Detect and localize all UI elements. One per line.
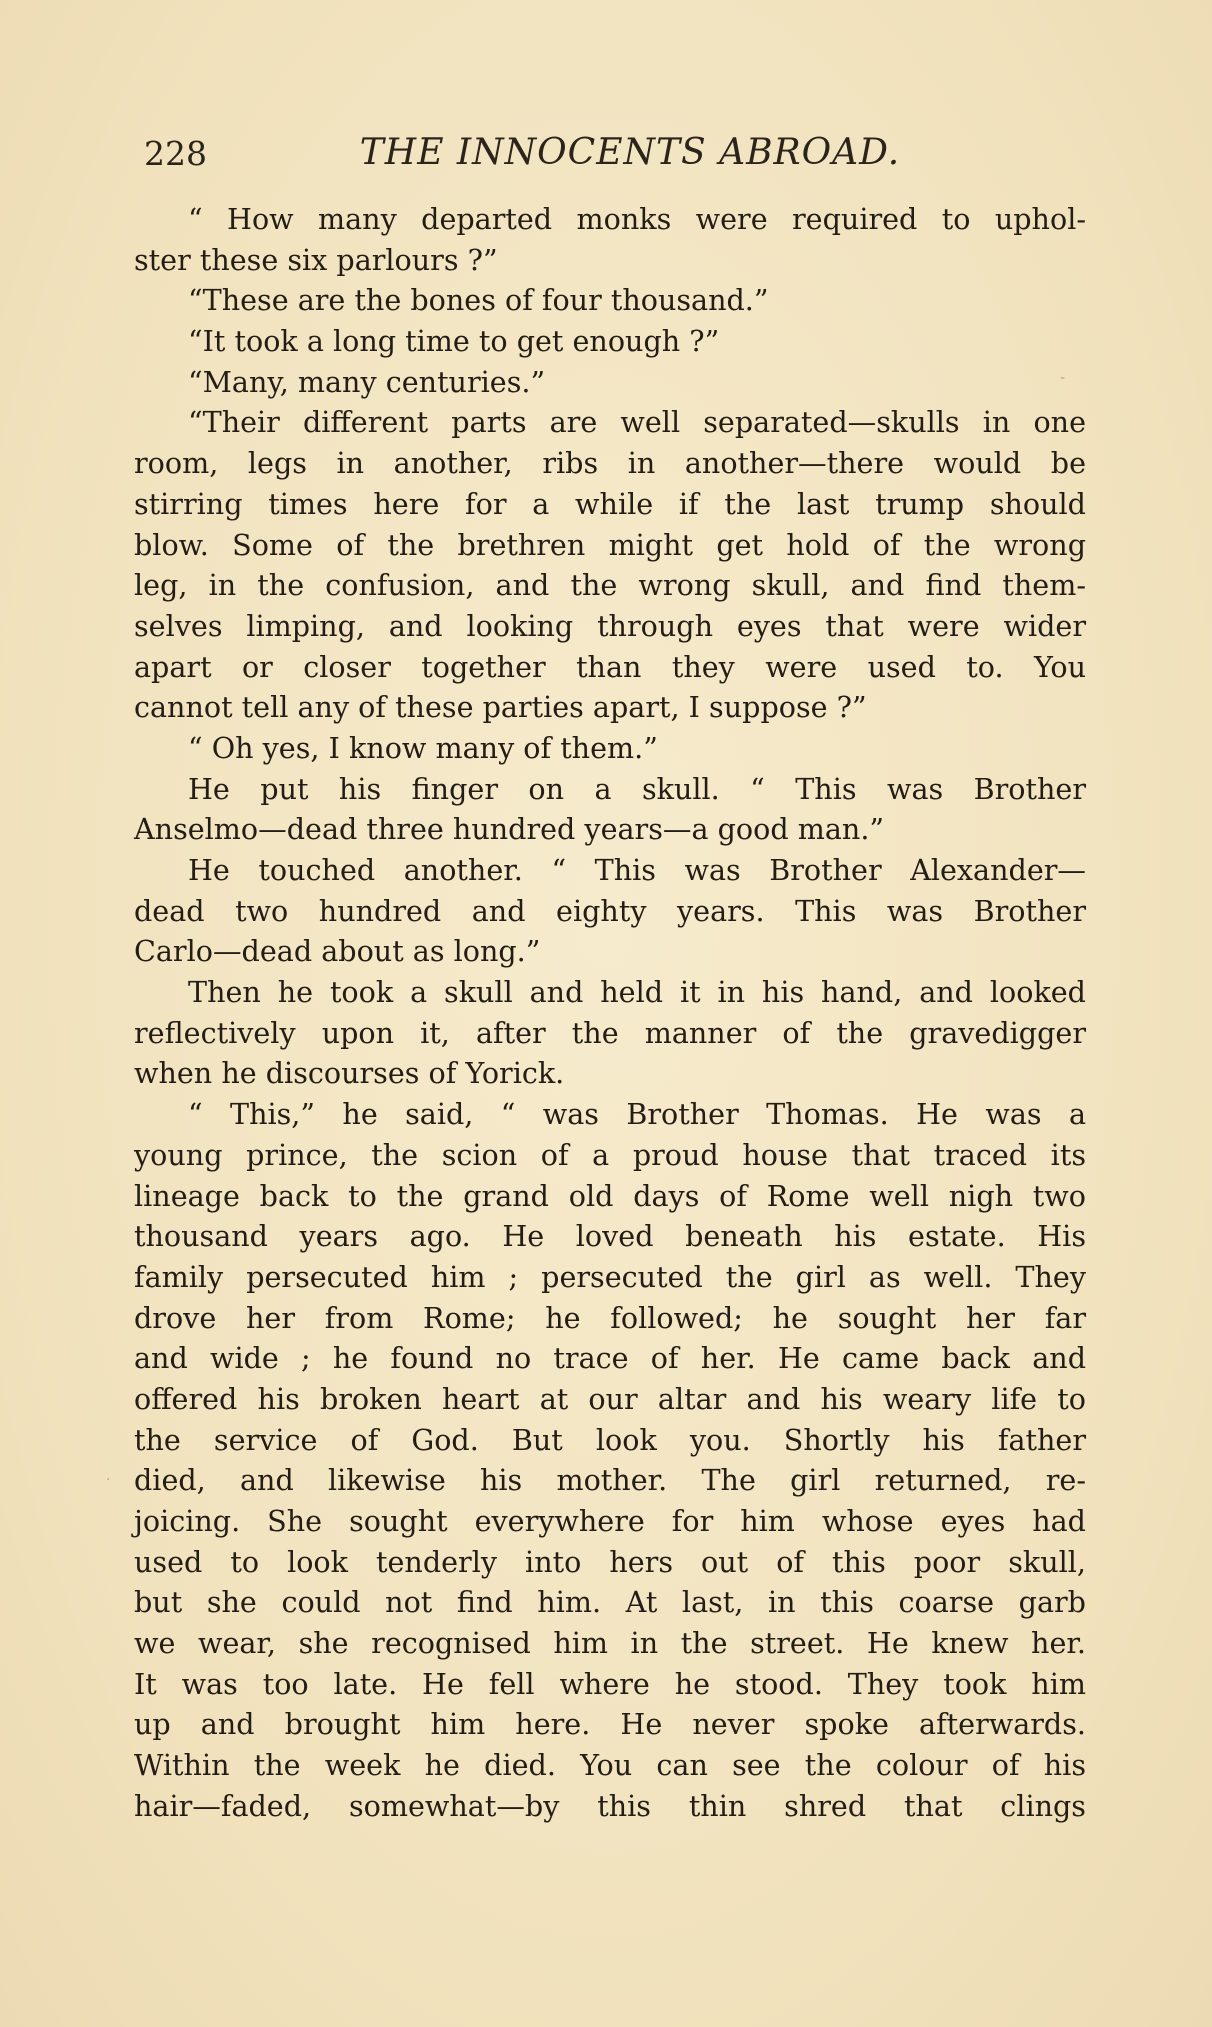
text-line: “These are the bones of four thousand.” xyxy=(188,283,769,318)
text-line: Then he took a skull and held it in his hand, and looked xyxy=(188,975,1086,1010)
text-line: “ Oh yes, I know many of them.” xyxy=(188,730,658,765)
text-line: died, and likewise his mother. The girl returned, re- xyxy=(134,1463,1086,1498)
text-line: Anselmo—dead three hundred years—a good man.” xyxy=(134,812,885,847)
text-line: drove her from Rome; he followed; he sought her far xyxy=(134,1300,1086,1335)
text-line: Carlo—dead about as long.” xyxy=(134,934,541,969)
text-line: but she could not find him. At last, in this coarse garb xyxy=(134,1585,1086,1620)
text-line: Within the week he died. You can see the colour of his xyxy=(134,1748,1086,1783)
body-text xyxy=(134,199,1086,1827)
text-line: “It took a long time to get enough ?” xyxy=(188,324,720,359)
text-line: “Many, many centuries.” xyxy=(188,364,546,399)
text-line: He touched another. “ This was Brother Alexander— xyxy=(188,853,1086,887)
text-line: family persecuted him ; persecuted the girl as well. They xyxy=(134,1259,1086,1294)
text-line: “ This,” he said, “ was Brother Thomas. He was a xyxy=(188,1097,1086,1132)
text-line: selves limping, and looking through eyes that were wider xyxy=(134,608,1086,643)
text-line: joicing. She sought everywhere for him whose eyes had xyxy=(134,1504,1086,1538)
text-line: used to look tenderly into hers out of this poor skull, xyxy=(134,1544,1086,1579)
text-line: It was too late. He fell where he stood. They took him xyxy=(134,1666,1086,1701)
text-line: “ How many departed monks were required to uphol- xyxy=(188,202,1086,236)
text-line: leg, in the confusion, and the wrong skull, and find them- xyxy=(134,568,1086,603)
running-title: THE INNOCENTS ABROAD. xyxy=(359,132,901,173)
text-line: reflectively upon it, after the manner of the gravedigger xyxy=(134,1015,1086,1050)
text-line: offered his broken heart at our altar and his weary life to xyxy=(134,1381,1086,1416)
margin-speck: - xyxy=(1060,370,1066,386)
text-line: and wide ; he found no trace of her. He came back and xyxy=(134,1341,1086,1376)
text-line: lineage back to the grand old days of Rome well nigh two xyxy=(134,1178,1086,1213)
text-line: up and brought him here. He never spoke afterwards. xyxy=(134,1707,1086,1742)
text-line: young prince, the scion of a proud house that traced its xyxy=(134,1137,1086,1172)
text-line: thousand years ago. He loved beneath his estate. His xyxy=(134,1219,1086,1254)
text-line: apart or closer together than they were used to. You xyxy=(134,649,1086,684)
text-line: the service of God. But look you. Shortly his father xyxy=(134,1422,1086,1457)
text-line: stirring times here for a while if the last trump should xyxy=(134,486,1086,521)
text-line: He put his finger on a skull. “ This was Brother xyxy=(188,771,1086,806)
text-line: cannot tell any of these parties apart, I suppose ?” xyxy=(134,690,867,725)
text-line: dead two hundred and eighty years. This was Brother xyxy=(134,893,1086,928)
text-line: blow. Some of the brethren might get hold of the wrong xyxy=(134,527,1086,562)
text-line: we wear, she recognised him in the street. He knew her. xyxy=(134,1626,1086,1661)
text-line: room, legs in another, ribs in another—there would be xyxy=(134,446,1086,481)
text-line: ster these six parlours ?” xyxy=(134,242,498,277)
text-line: when he discourses of Yorick. xyxy=(134,1056,565,1091)
text-line: “Their different parts are well separated—skulls in one xyxy=(188,405,1086,440)
page-number: 228 xyxy=(144,134,207,173)
text-line: hair—faded, somewhat—by this thin shred that clings xyxy=(134,1788,1086,1823)
page-header xyxy=(130,128,1090,178)
margin-speck: · xyxy=(106,1472,111,1488)
